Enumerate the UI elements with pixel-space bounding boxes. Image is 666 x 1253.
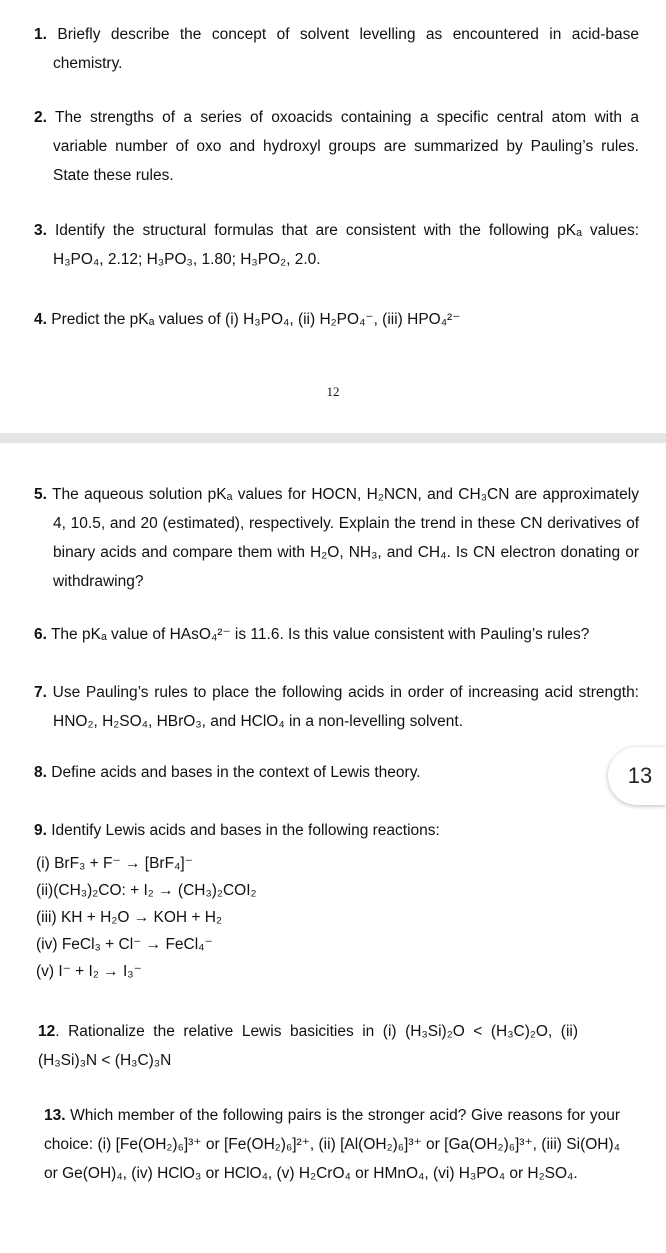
question-3 [34,216,639,274]
question-text: Define acids and bases in the context of Lewis theory. [51,764,421,781]
reaction-item: (iv) FeCl₃ + Cl⁻ → FeCl₄⁻ [36,936,213,953]
page-number: 12 [326,384,340,399]
question-9 [34,816,620,845]
question-text: Briefly describe the concept of solvent levelling as encountered in acid-base chemistry. [53,26,639,72]
question-number: 5. [34,486,47,503]
question-text: Use Pauling’s rules to place the following acids in order of increasing acid strength: HNO₂, H₂SO₄, HBrO₃, and HClO₄ in a non-levelling solvent. [52,684,639,730]
question-2 [34,103,639,190]
document-page-12 [0,0,666,433]
question-number: 6. [34,626,47,643]
question-number: 2. [34,109,47,126]
question-6 [34,620,639,649]
question-text: Identify Lewis acids and bases in the following reactions: [51,822,440,839]
page-badge-label: 13 [627,763,653,788]
question-number: 8. [34,764,47,781]
question-8 [34,758,639,787]
question-text: Predict the pKₐ values of (i) H₃PO₄, (ii) H₂PO₄⁻, (iii) HPO₄²⁻ [51,311,461,328]
question-7 [34,678,639,736]
question-number: 9. [34,822,47,839]
reaction-item: (iii) KH + H₂O → KOH + H₂ [36,909,222,926]
question-5 [34,480,639,596]
question-text: The pKₐ value of HAsO₄²⁻ is 11.6. Is this value consistent with Pauling’s rules? [50,626,590,643]
page-number-badge [608,747,666,805]
question-13 [44,1101,620,1188]
question-number: 12 [38,1023,56,1040]
reaction-item: (v) I⁻ + I₂ → I₃⁻ [36,963,142,980]
page-separator [0,433,666,443]
question-number: 4. [34,311,47,328]
question-number: 7. [34,684,47,701]
reaction-item: (i) BrF₃ + F⁻ → [BrF₄]⁻ [36,855,193,872]
document-page-13 [0,443,666,1253]
question-1 [34,20,639,78]
question-text: The strengths of a series of oxoacids containing a specific central atom with a variable number of oxo and hydroxyl groups are summarized by Pauling’s rules. State these rules. [53,109,639,184]
question-text: Identify the structural formulas that are consistent with the following pKₐ values: H₃PO₄, 2.12; H₃PO₃, 1.80; H₃PO₂, 2.0. [53,222,640,268]
question-text: . Rationalize the relative Lewis basicities in (i) (H₃Si)₂O < (H₃C)₂O, (ii) (H₃Si)₃N < (H₃C)₃N [38,1023,578,1069]
question-text: Which member of the following pairs is the stronger acid? Give reasons for your choice: (i) [Fe(OH₂)₆]³⁺ or [Fe(OH₂)₆]²⁺, (ii) [Al(OH₂)₆]³⁺ or [Ga(OH₂)₆]³⁺, (iii) Si(OH)₄ or Ge(OH)₄, (iv) HClO₃ or HClO₄, (v) H₂CrO₄ or HMnO₄, (vi) H₃PO₄ or H₂SO₄. [44,1107,620,1182]
question-number: 3. [34,222,47,239]
question-text: The aqueous solution pKₐ values for HOCN, H₂NCN, and CH₃CN are approximately 4, 10.5, and 20 (estimated), respectively. Explain the trend in these CN derivatives of binary acids and compare them with H₂O, NH₃, and CH₄. Is CN electron donating or withdrawing? [52,486,639,590]
reaction-item: (ii)(CH₃)₂CO: + I₂ → (CH₃)₂COI₂ [36,882,257,899]
question-12 [38,1017,578,1075]
question-4 [34,305,639,334]
question-number: 1. [34,26,47,43]
question-number: 13. [44,1107,66,1124]
